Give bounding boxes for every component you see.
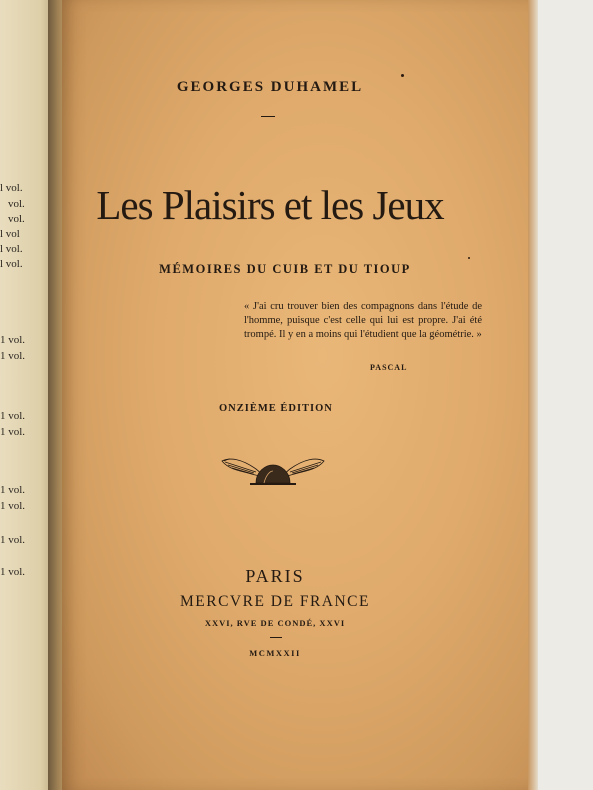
divider-dash (261, 116, 275, 117)
publisher-name: MERCVRE DE FRANCE (180, 593, 370, 610)
book-subtitle: MÉMOIRES DU CUIB ET DU TIOUP (159, 262, 411, 276)
vol-label: l vol. (0, 182, 23, 194)
ink-spot (401, 74, 404, 77)
vol-label: 1 vol. (0, 426, 26, 438)
epigraph: « J'ai cru trouver bien des compagnons dans l'étude de l'homme, puisque c'est celle qui lui est propre. J'ai été trompé. Il y en a moins qui l'étudient que la géométrie. » (244, 301, 482, 340)
author-name: GEORGES DUHAMEL (176, 79, 364, 95)
vol-label: 1 vol. (0, 350, 26, 362)
vol-label: 1 vol. (0, 484, 26, 496)
vol-label: vol. (8, 213, 25, 225)
vol-label: 1 vol. (0, 534, 26, 546)
publisher-address: XXVI, RVE DE CONDÉ, XXVI (204, 618, 346, 628)
vol-label: l vol. (0, 258, 23, 270)
vol-label: vol. (8, 198, 25, 210)
vol-label: 1 vol. (0, 566, 26, 578)
page-edge (528, 0, 538, 790)
winged-helmet-icon (220, 453, 326, 491)
vol-label: 1 vol. (0, 334, 26, 346)
ink-spot (468, 257, 470, 259)
epigraph-source: PASCAL (370, 363, 408, 372)
publication-year: MCMXXII (249, 648, 301, 658)
divider-dash (270, 637, 282, 638)
title-page (62, 0, 536, 790)
vol-label: l vol (0, 228, 20, 240)
imprint-city: PARIS (245, 566, 305, 586)
vol-label: l vol. (0, 243, 23, 255)
book-title: Les Plaisirs et les Jeux (96, 182, 444, 228)
vol-label: 1 vol. (0, 410, 26, 422)
vol-label: 1 vol. (0, 500, 26, 512)
background (536, 0, 593, 790)
edition-note: ONZIÈME ÉDITION (219, 403, 333, 414)
